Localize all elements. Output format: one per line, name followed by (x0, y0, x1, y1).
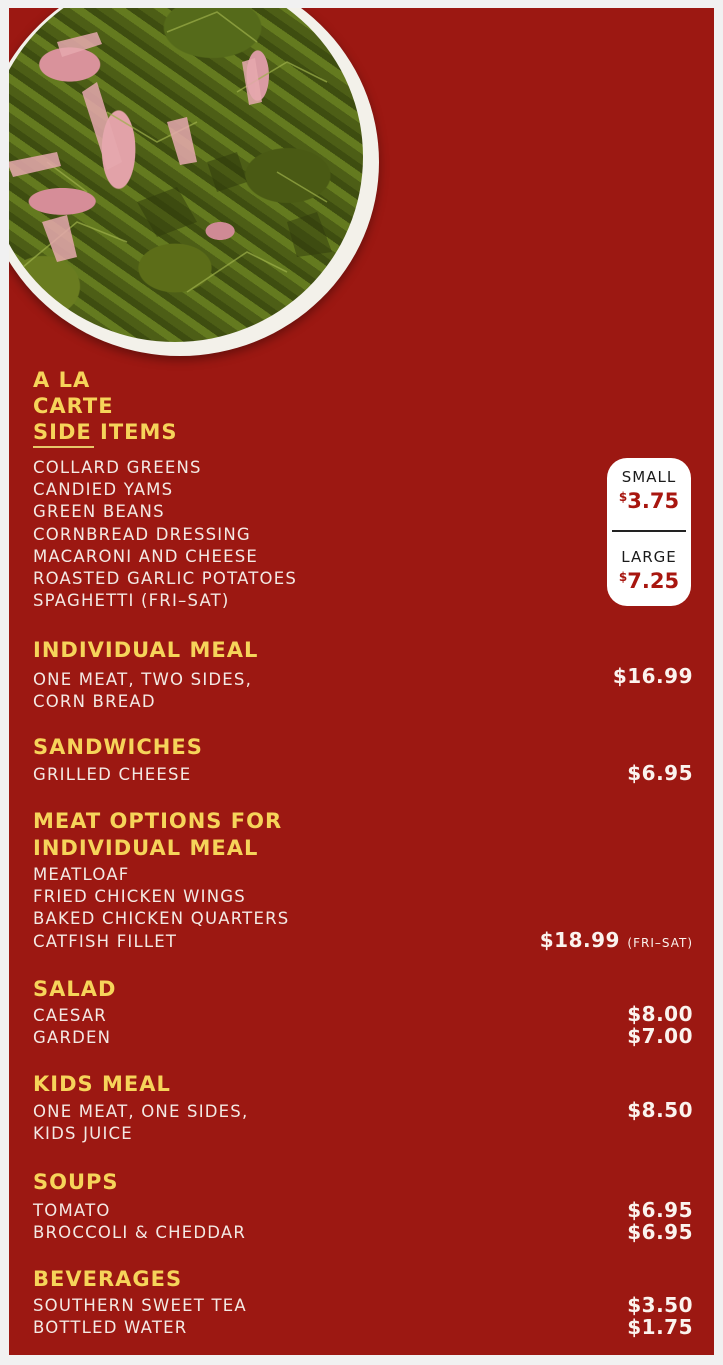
catfish-price (540, 928, 693, 952)
soups-heading: SOUPS (33, 1170, 119, 1194)
meat-options-heading-line-1: MEAT OPTIONS FOR (33, 809, 283, 833)
side-item: COLLARD GREENS (33, 458, 202, 477)
beverage-item: BOTTLED WATER (33, 1318, 188, 1337)
meat-options-heading-line-2: INDIVIDUAL MEAL (33, 836, 259, 860)
individual-meal-price: $16.99 (612, 664, 693, 688)
side-item: CANDIED YAMS (33, 480, 174, 499)
beverages-heading: BEVERAGES (33, 1267, 183, 1291)
meat-option-item: MEATLOAF (33, 865, 130, 884)
large-price-amount: 7.25 (627, 569, 680, 593)
beverage-item: SOUTHERN SWEET TEA (33, 1296, 247, 1315)
size-price-badge (607, 458, 691, 606)
meat-option-item: CATFISH FILLET (33, 932, 178, 951)
currency-symbol: $ (618, 490, 628, 504)
soup-item: TOMATO (33, 1201, 111, 1220)
catfish-price-amount: $18.99 (539, 928, 620, 952)
salad-price: $7.00 (627, 1024, 693, 1048)
side-item: ROASTED GARLIC POTATOES (33, 569, 298, 588)
sandwich-item: GRILLED CHEESE (33, 765, 192, 784)
side-items-heading-line-1: A LA (33, 368, 91, 392)
sandwiches-heading: SANDWICHES (33, 735, 203, 759)
meat-option-item: FRIED CHICKEN WINGS (33, 887, 246, 906)
heading-underline (33, 446, 94, 448)
soup-price: $6.95 (627, 1220, 693, 1244)
individual-meal-item: ONE MEAT, TWO SIDES, (33, 670, 253, 689)
kids-meal-price: $8.50 (627, 1098, 693, 1122)
large-size-label: LARGE (621, 548, 677, 566)
salad-item: GARDEN (33, 1028, 112, 1047)
beverage-price: $3.50 (627, 1293, 693, 1317)
currency-symbol: $ (618, 570, 628, 584)
side-item: GREEN BEANS (33, 502, 165, 521)
side-items-heading-line-3: SIDE ITEMS (33, 420, 178, 444)
kids-meal-item: KIDS JUICE (33, 1124, 133, 1143)
individual-meal-heading: INDIVIDUAL MEAL (33, 638, 259, 662)
salad-heading: SALAD (33, 977, 117, 1001)
salad-price: $8.00 (627, 1002, 693, 1026)
catfish-price-note: (FRI–SAT) (627, 936, 693, 950)
beverage-price: $1.75 (627, 1315, 693, 1339)
kids-meal-heading: KIDS MEAL (33, 1072, 171, 1096)
side-items-heading-line-2: CARTE (33, 394, 114, 418)
collard-greens-plate-photo (9, 8, 379, 356)
sandwich-price: $6.95 (627, 761, 693, 785)
large-size-price (607, 569, 691, 593)
size-divider (612, 530, 686, 532)
kids-meal-item: ONE MEAT, ONE SIDES, (33, 1102, 249, 1121)
meat-option-item: BAKED CHICKEN QUARTERS (33, 909, 290, 928)
soup-price: $6.95 (627, 1198, 693, 1222)
salad-item: CAESAR (33, 1006, 107, 1025)
individual-meal-item: CORN BREAD (33, 692, 156, 711)
collard-greens-image (9, 8, 363, 342)
side-item: MACARONI AND CHEESE (33, 547, 259, 566)
side-item: CORNBREAD DRESSING (33, 525, 251, 544)
side-item: SPAGHETTI (FRI–SAT) (33, 591, 230, 610)
small-size-price (607, 489, 691, 513)
small-size-label: SMALL (621, 468, 677, 486)
small-price-amount: 3.75 (627, 489, 680, 513)
menu-board (9, 8, 714, 1355)
soup-item: BROCCOLI & CHEDDAR (33, 1223, 247, 1242)
